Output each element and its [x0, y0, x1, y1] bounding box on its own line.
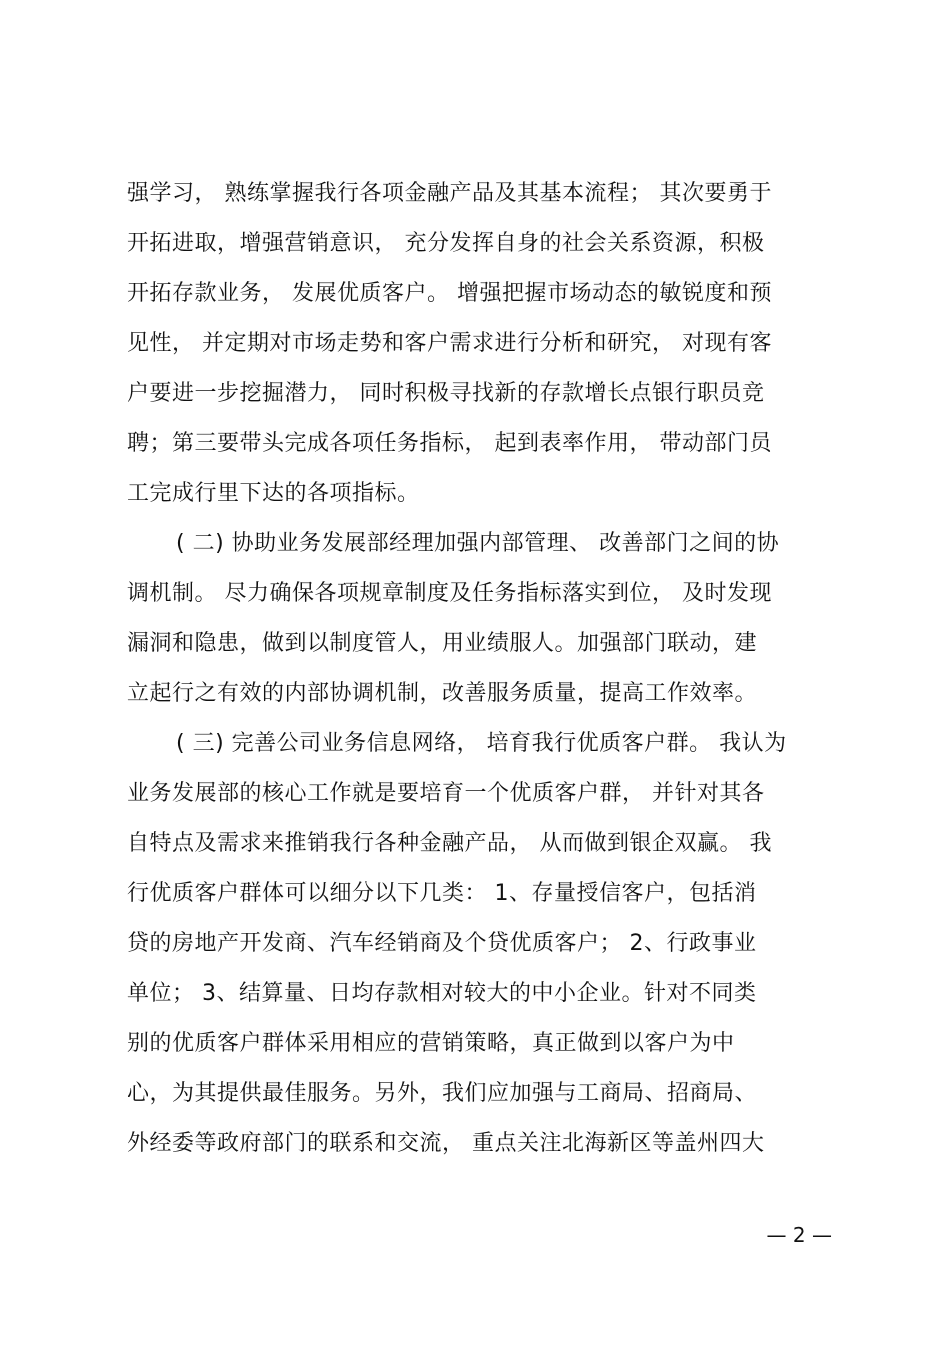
text-line-1: 强学习， 熟练掌握我行各项金融产品及其基本流程； 其次要勇于: [127, 181, 772, 206]
page-number: — 2 —: [766, 1223, 832, 1247]
text-line-18: 别的优质客户群体采用相应的营销策略，真正做到以客户为中: [127, 1031, 735, 1056]
section-heading-2: ( 二) 协助业务发展部经理加强内部管理、 改善部门之间的协: [176, 531, 780, 556]
text-line-6: 聘；第三要带头完成各项任务指标， 起到表率作用， 带动部门员: [127, 431, 772, 456]
text-line-5: 户要进一步挖掘潜力， 同时积极寻找新的存款增长点银行职员竞: [127, 381, 765, 406]
text-line-7: 工完成行里下达的各项指标。: [127, 481, 420, 506]
text-line-10: 漏洞和隐患，做到以制度管人，用业绩服人。加强部门联动，建: [127, 631, 758, 656]
text-line-14: 自特点及需求来推销我行各种金融产品， 从而做到银企双赢。 我: [127, 831, 772, 856]
text-line-19: 心，为其提供最佳服务。另外，我们应加强与工商局、招商局、: [127, 1081, 758, 1106]
text-line-11: 立起行之有效的内部协调机制，改善服务质量，提高工作效率。: [127, 681, 758, 706]
text-line-9: 调机制。 尽力确保各项规章制度及任务指标落实到位， 及时发现: [127, 581, 772, 606]
text-line-3: 开拓存款业务， 发展优质客户。 增强把握市场动态的敏锐度和预: [127, 281, 772, 306]
text-line-20: 外经委等政府部门的联系和交流， 重点关注北海新区等盖州四大: [127, 1131, 765, 1156]
text-line-2: 开拓进取，增强营销意识， 充分发挥自身的社会关系资源，积极: [127, 231, 765, 256]
text-line-13: 业务发展部的核心工作就是要培育一个优质客户群， 并针对其各: [127, 781, 765, 806]
section-heading-3: ( 三) 完善公司业务信息网络， 培育我行优质客户群。 我认为: [176, 731, 787, 756]
text-line-17: 单位； 3、结算量、日均存款相对较大的中小企业。针对不同类: [127, 981, 757, 1006]
text-line-15: 行优质客户群体可以细分以下几类： 1、存量授信客户，包括消: [127, 881, 757, 906]
text-line-4: 见性， 并定期对市场走势和客户需求进行分析和研究， 对现有客: [127, 331, 772, 356]
text-line-16: 贷的房地产开发商、汽车经销商及个贷优质客户； 2、行政事业: [127, 931, 757, 956]
